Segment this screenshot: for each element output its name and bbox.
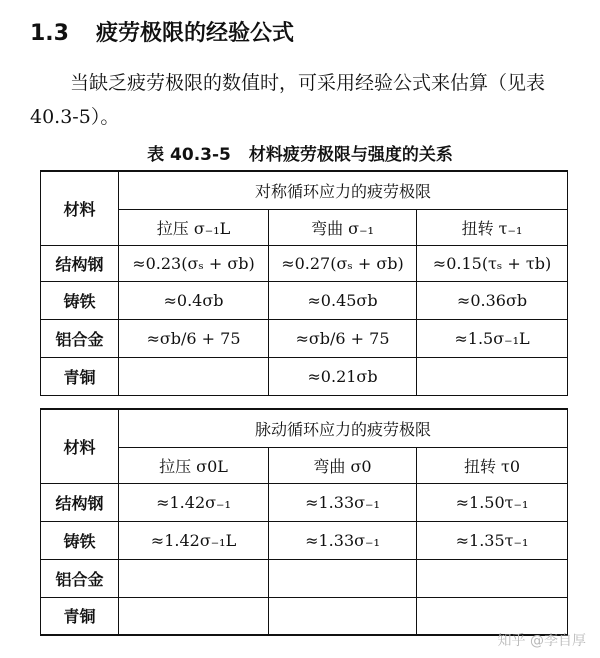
- value-cell: ≈0.15(τₛ + τb): [417, 245, 568, 281]
- table-row: [41, 281, 568, 319]
- section-number: 1.3: [30, 21, 69, 46]
- table-number: 表 40.3-5: [147, 145, 231, 165]
- value-cell: ≈1.42σ₋₁L: [119, 521, 269, 559]
- column-header-tension: 拉压 σ₋₁L: [119, 209, 269, 245]
- table-row: [41, 597, 568, 635]
- column-header-torsion: 扭转 τ₋₁: [417, 209, 568, 245]
- value-cell: ≈1.33σ₋₁: [269, 521, 417, 559]
- table-row: [41, 521, 568, 559]
- material-cell: 铸铁: [41, 281, 119, 319]
- value-cell: ≈0.21σb: [269, 357, 417, 395]
- value-cell: ≈1.50τ₋₁: [417, 483, 568, 521]
- section-heading: [30, 16, 294, 47]
- column-header-tension: 拉压 σ0L: [119, 447, 269, 483]
- value-cell: [417, 357, 568, 395]
- watermark: 知乎 @李自厚: [497, 633, 586, 649]
- section-title: 疲劳极限的经验公式: [96, 21, 295, 46]
- value-cell: ≈0.36σb: [417, 281, 568, 319]
- material-cell: 青铜: [41, 597, 119, 635]
- value-cell: [119, 559, 269, 597]
- value-cell: ≈1.33σ₋₁: [269, 483, 417, 521]
- table-row: [41, 483, 568, 521]
- column-header-torsion: 扭转 τ0: [417, 447, 568, 483]
- value-cell: ≈0.45σb: [269, 281, 417, 319]
- value-cell: ≈0.4σb: [119, 281, 269, 319]
- table-row: [41, 559, 568, 597]
- symmetric-cycle-table: [40, 170, 568, 396]
- value-cell: [269, 559, 417, 597]
- value-cell: ≈0.23(σₛ + σb): [119, 245, 269, 281]
- value-cell: ≈1.5σ₋₁L: [417, 319, 568, 357]
- value-cell: ≈0.27(σₛ + σb): [269, 245, 417, 281]
- pulsating-cycle-table: [40, 408, 568, 636]
- value-cell: [119, 357, 269, 395]
- table-row: [41, 357, 568, 395]
- table-title: 材料疲劳极限与强度的关系: [248, 145, 453, 165]
- material-cell: 铝合金: [41, 319, 119, 357]
- table-caption: [0, 140, 600, 165]
- value-cell: [269, 597, 417, 635]
- table-row: [41, 245, 568, 281]
- column-header-bending: 弯曲 σ₋₁: [269, 209, 417, 245]
- material-cell: 结构钢: [41, 245, 119, 281]
- material-cell: 青铜: [41, 357, 119, 395]
- value-cell: ≈σb/6 + 75: [269, 319, 417, 357]
- value-cell: [119, 597, 269, 635]
- material-header: 材料: [41, 171, 119, 245]
- group-header: 脉动循环应力的疲劳极限: [119, 409, 568, 447]
- column-header-bending: 弯曲 σ0: [269, 447, 417, 483]
- value-cell: ≈1.42σ₋₁: [119, 483, 269, 521]
- material-cell: 铸铁: [41, 521, 119, 559]
- material-header: 材料: [41, 409, 119, 483]
- intro-paragraph: 当缺乏疲劳极限的数值时，可采用经验公式来估算（见表 40.3-5）。: [30, 72, 546, 128]
- material-cell: 铝合金: [41, 559, 119, 597]
- value-cell: ≈1.35τ₋₁: [417, 521, 568, 559]
- value-cell: ≈σb/6 + 75: [119, 319, 269, 357]
- group-header: 对称循环应力的疲劳极限: [119, 171, 568, 209]
- value-cell: [417, 559, 568, 597]
- material-cell: 结构钢: [41, 483, 119, 521]
- table-row: [41, 319, 568, 357]
